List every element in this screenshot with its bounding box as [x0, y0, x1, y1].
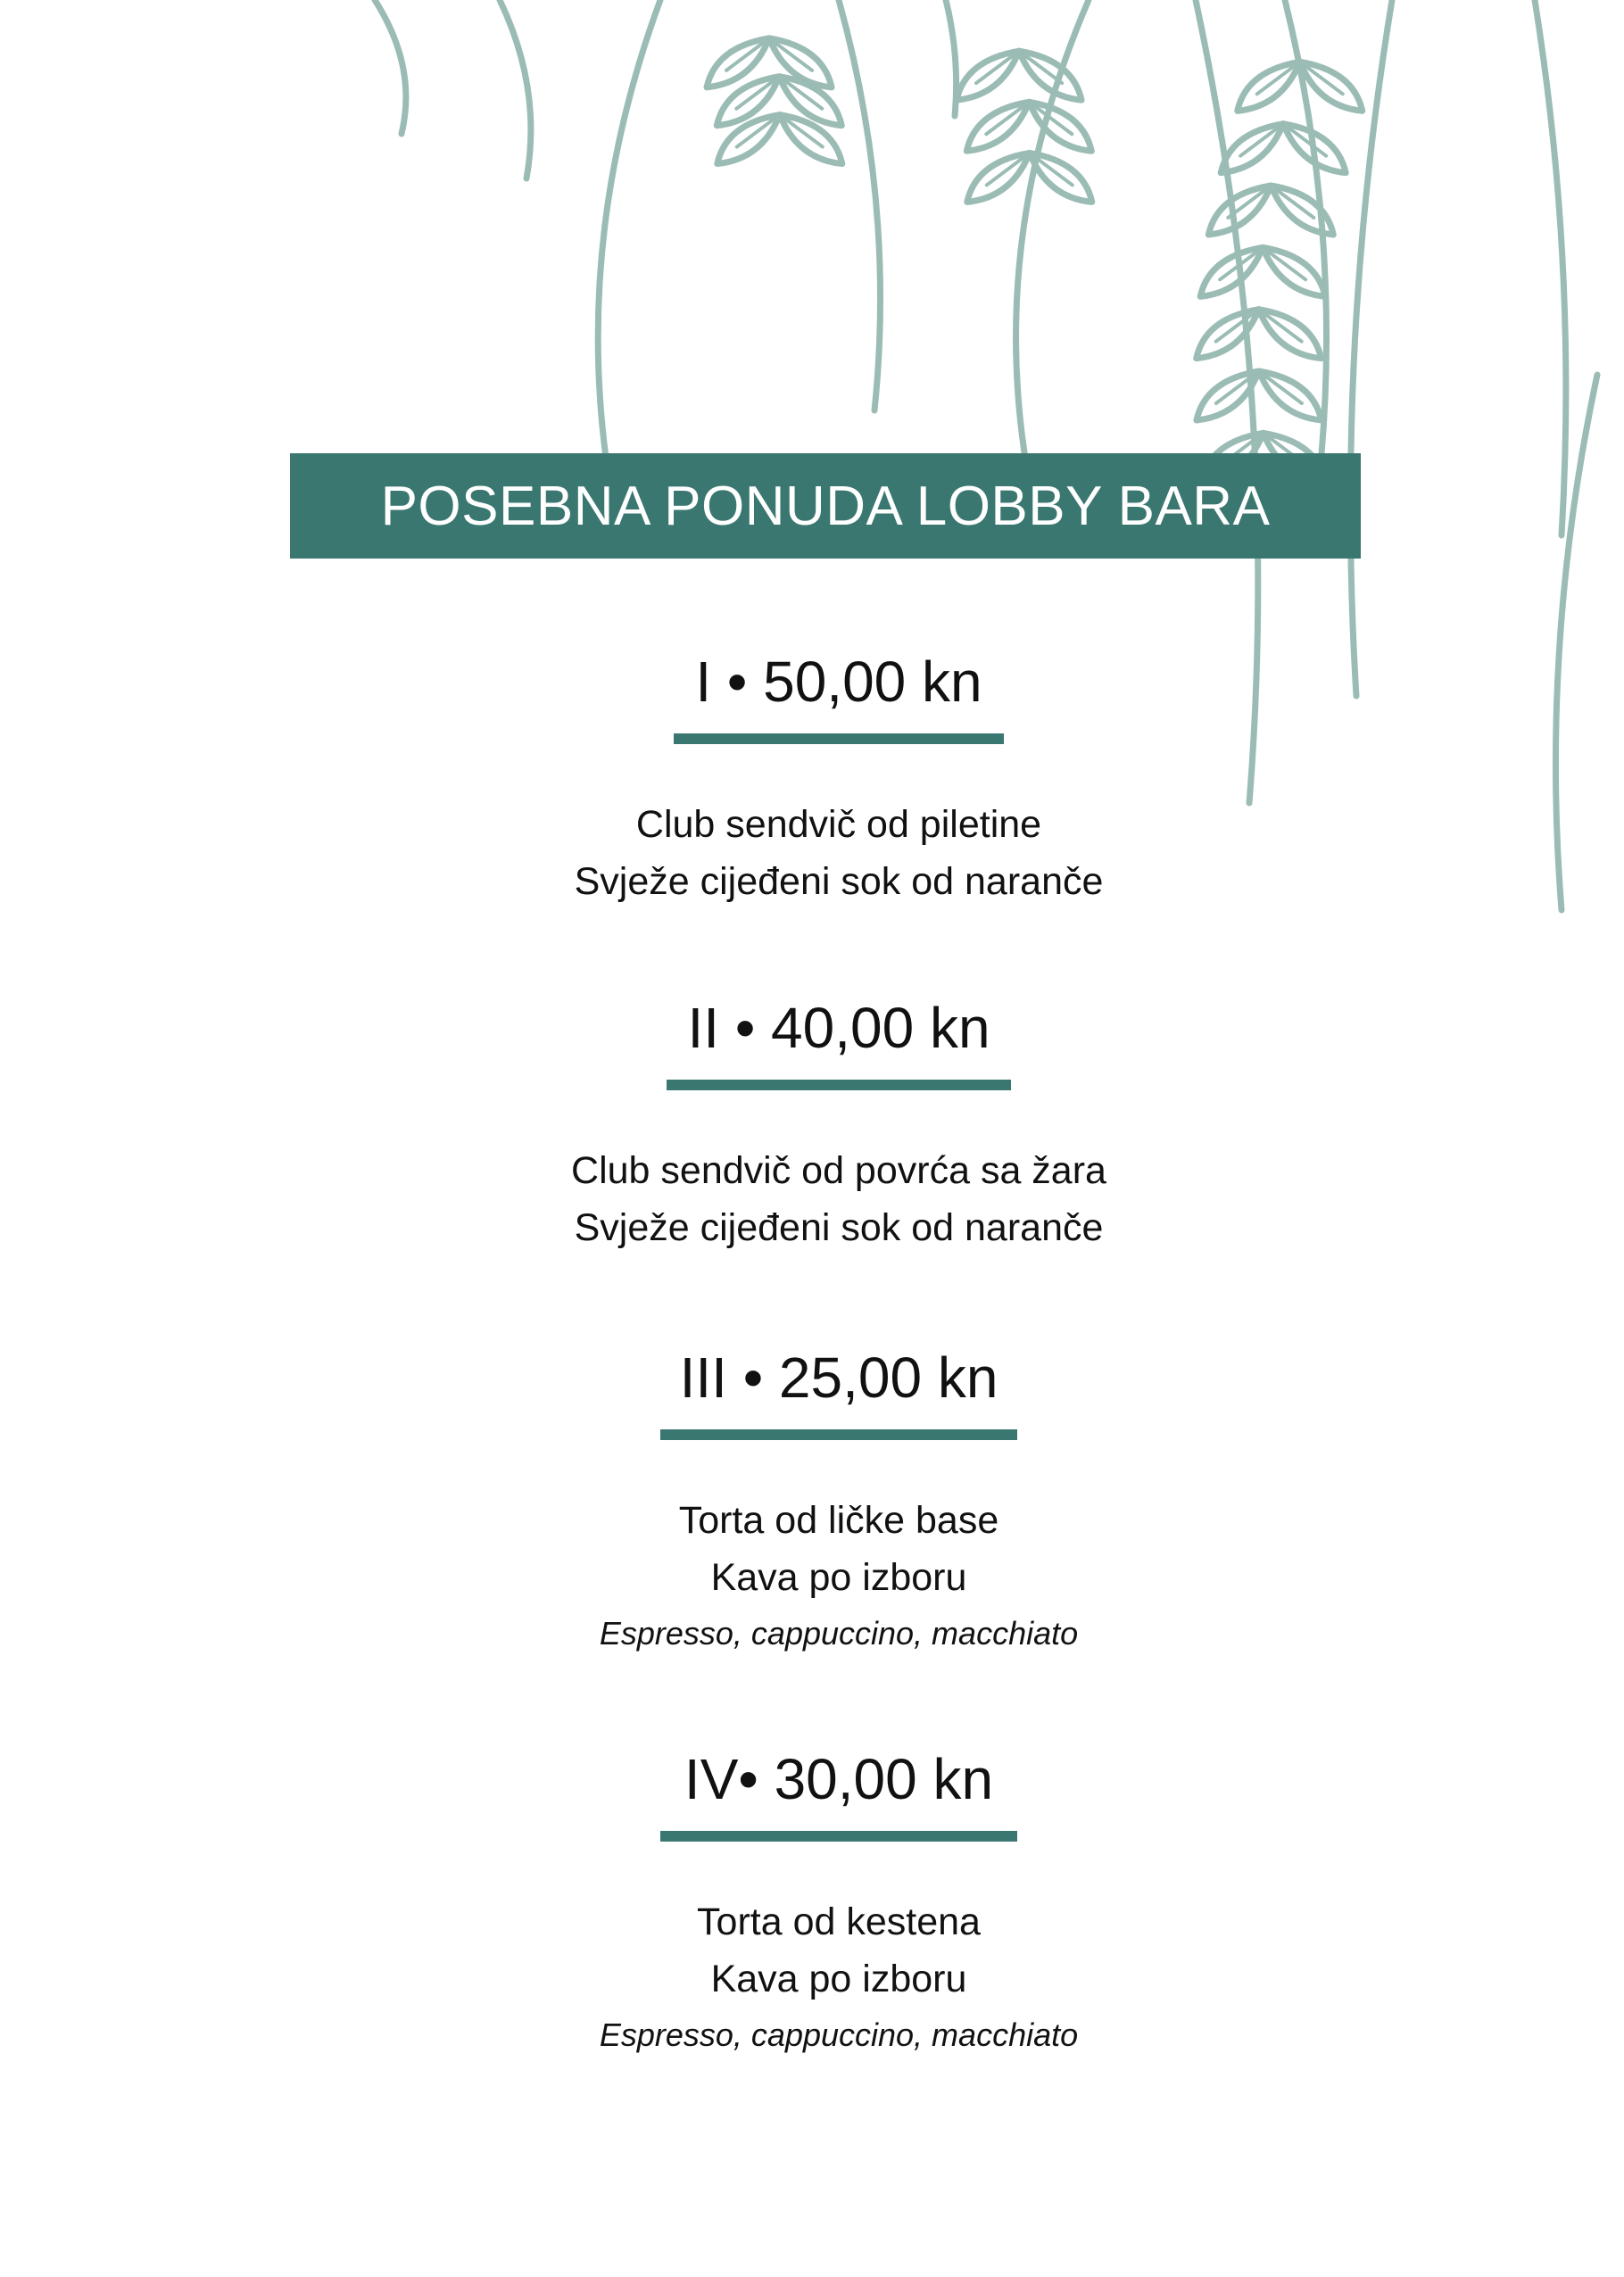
leaf: [1030, 153, 1092, 202]
offer-items: [410, 1893, 1267, 2063]
leaf-vein: [1216, 310, 1259, 342]
offer-heading: II • 40,00 kn: [687, 996, 990, 1060]
leaf: [1271, 186, 1333, 235]
leaf-vein: [1300, 62, 1343, 94]
title-banner: [290, 453, 1361, 559]
offer-underline: [660, 1831, 1017, 1842]
offer-1: [410, 650, 1267, 910]
leaf-vein: [1257, 62, 1300, 94]
leaf-vein: [736, 77, 779, 109]
offer-item: Club sendvič od povrća sa žara: [571, 1149, 1106, 1192]
offer-2: [410, 996, 1267, 1256]
offer-4: [410, 1747, 1267, 2063]
vine-stem: [946, 0, 957, 116]
leaf-vein: [779, 77, 822, 109]
leaf: [717, 115, 780, 164]
leaf: [1238, 62, 1300, 111]
leaf: [1029, 102, 1091, 151]
leaf: [967, 153, 1030, 202]
leaf: [1259, 371, 1322, 420]
offer-items: [410, 1492, 1267, 1661]
offer-note: Espresso, cappuccino, macchiato: [599, 1615, 1079, 1652]
leaf-vein: [1228, 186, 1271, 218]
offer-heading: IV• 30,00 kn: [684, 1747, 994, 1811]
leaf-vein: [976, 51, 1019, 83]
offer-item: Torta od kestena: [697, 1900, 981, 1943]
page-title: POSEBNA PONUDA LOBBY BARA: [380, 475, 1271, 537]
leaf-vein: [769, 38, 812, 70]
leaf-vein: [737, 115, 780, 147]
leaf: [707, 38, 769, 87]
leaf: [1283, 124, 1346, 173]
vine-stem: [375, 0, 406, 134]
leaf-vein: [1259, 371, 1302, 403]
offer-item: Svježe cijeđeni sok od naranče: [574, 860, 1104, 903]
offer-note: Espresso, cappuccino, macchiato: [599, 2016, 1079, 2053]
leaf: [1208, 186, 1271, 235]
leaf-vein: [1216, 371, 1259, 403]
offer-item: Torta od ličke base: [678, 1499, 999, 1542]
offer-underline: [660, 1429, 1017, 1440]
offer-item: Svježe cijeđeni sok od naranče: [574, 1206, 1104, 1249]
offer-underline: [667, 1080, 1011, 1090]
leaf-vein: [1019, 51, 1062, 83]
offer-heading: III • 25,00 kn: [679, 1346, 998, 1410]
vine-stem: [500, 0, 531, 178]
leaf-vein: [1220, 247, 1263, 279]
leaf-vein: [1283, 124, 1326, 156]
leaf-vein: [987, 153, 1030, 185]
leaf-vein: [1029, 102, 1072, 134]
vine-stem: [598, 0, 660, 464]
vine-stem: [1535, 0, 1566, 535]
leaf-vein: [986, 102, 1029, 134]
leaf: [769, 38, 832, 87]
leaf: [780, 115, 842, 164]
leaf: [1200, 247, 1263, 296]
leaf: [1197, 310, 1259, 359]
offer-item: Kava po izboru: [710, 1958, 967, 2000]
leaf: [1263, 247, 1325, 296]
leaf-vein: [1240, 124, 1283, 156]
leaf: [966, 102, 1029, 151]
leaf: [1300, 62, 1363, 111]
leaf-vein: [780, 115, 823, 147]
leaf: [1019, 51, 1081, 100]
offer-3: [410, 1346, 1267, 1661]
leaf-vein: [726, 38, 769, 70]
offer-items: [410, 1142, 1267, 1256]
vine-stem: [839, 0, 881, 410]
leaf: [1259, 310, 1322, 359]
offer-item: Kava po izboru: [710, 1556, 967, 1599]
leaf: [1221, 124, 1283, 173]
vine-stem: [1285, 0, 1327, 464]
leaf: [717, 77, 779, 126]
leaf: [1197, 371, 1259, 420]
offer-underline: [674, 733, 1004, 744]
offer-items: [410, 796, 1267, 910]
leaf-vein: [1259, 310, 1302, 342]
offer-item: Club sendvič od piletine: [635, 803, 1042, 846]
offer-heading: I • 50,00 kn: [695, 650, 982, 714]
leaf-vein: [1271, 186, 1313, 218]
leaf: [779, 77, 841, 126]
vine-stem: [1350, 0, 1392, 696]
vine-stem: [1555, 375, 1597, 910]
leaf: [957, 51, 1019, 100]
leaf-vein: [1263, 247, 1305, 279]
vine-stem: [1016, 0, 1089, 464]
leaf-vein: [1030, 153, 1073, 185]
